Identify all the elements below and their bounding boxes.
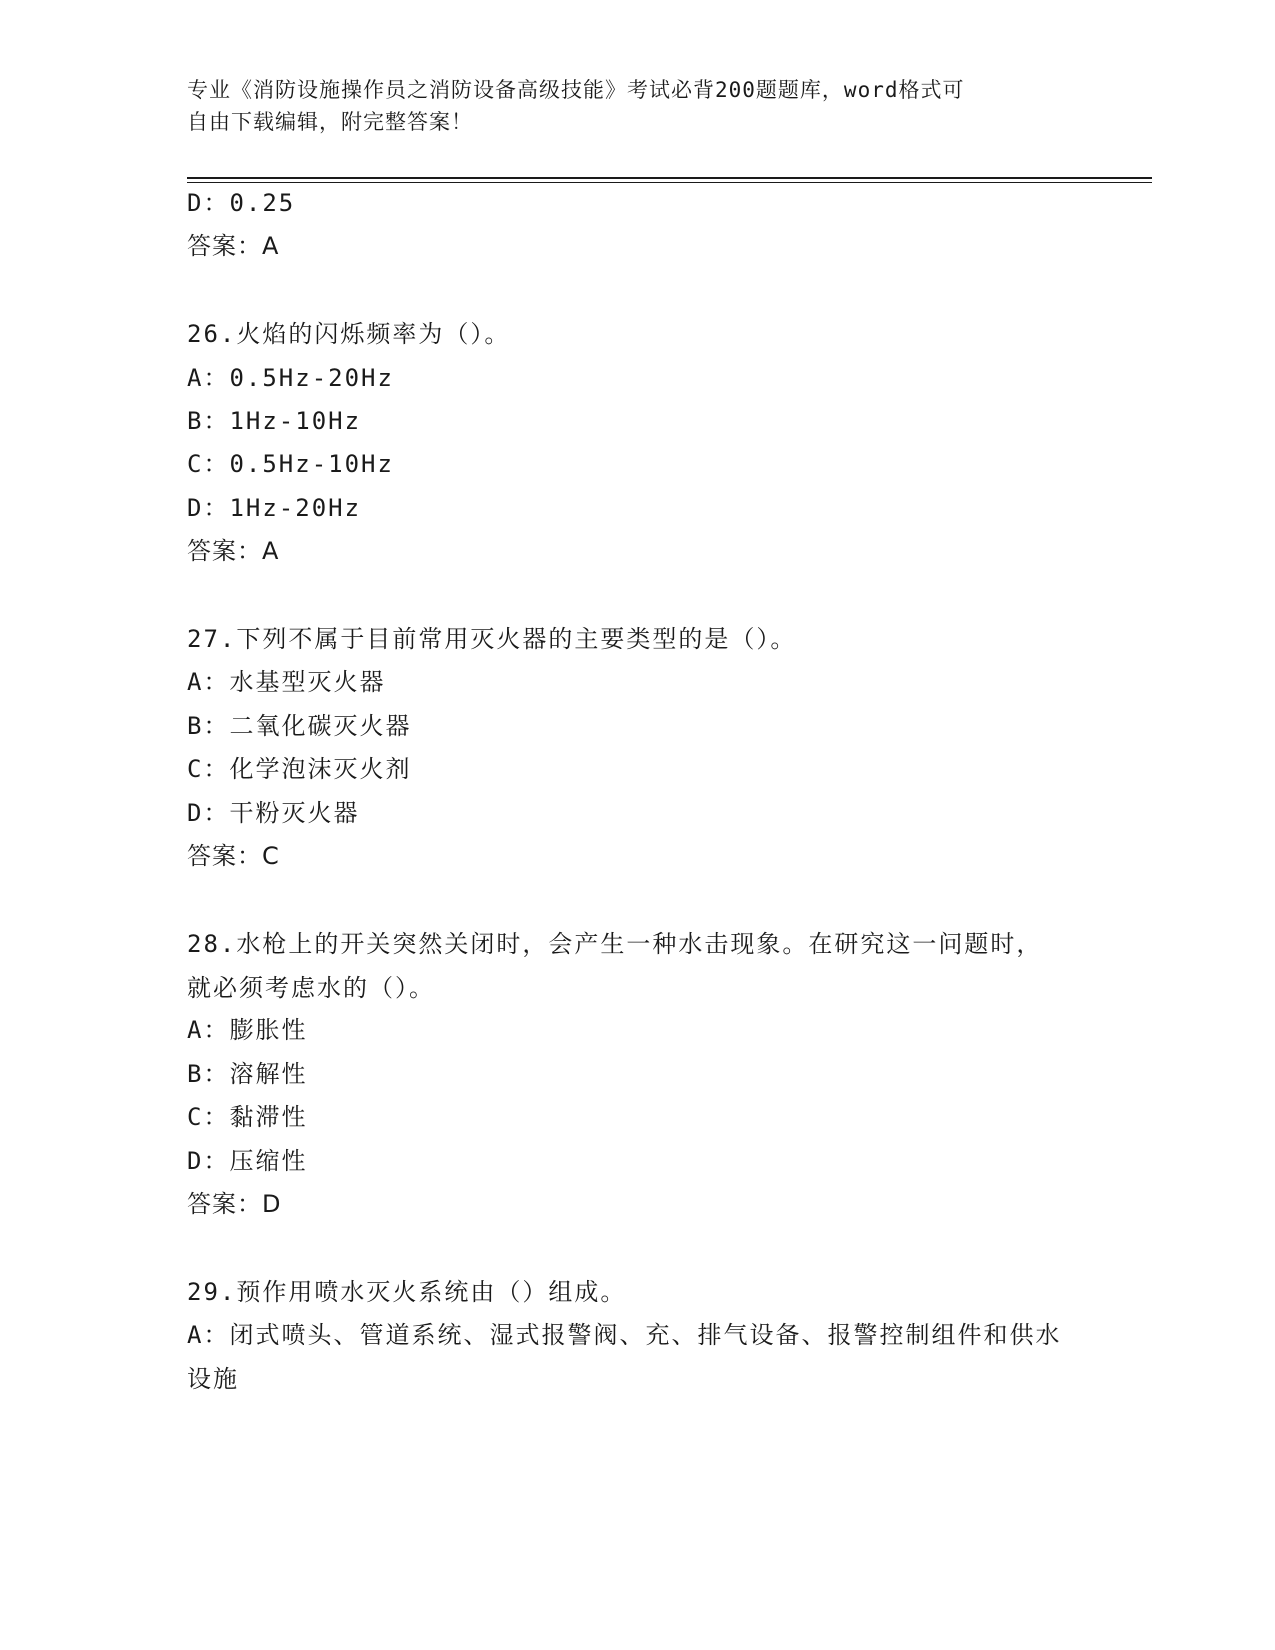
question-28-option-b: B：溶解性 — [187, 1060, 308, 1088]
question-26-option-a: A：0.5Hz-20Hz — [187, 364, 394, 392]
question-27-stem: 27.下列不属于目前常用灭火器的主要类型的是（）。 — [187, 625, 797, 653]
question-27-option-a: A：水基型灭火器 — [187, 668, 386, 696]
question-27-answer: 答案：C — [187, 842, 280, 870]
question-26-answer: 答案：A — [187, 537, 280, 565]
page-header — [187, 74, 1087, 138]
question-29-stem: 29.预作用喷水灭火系统由（）组成。 — [187, 1278, 627, 1306]
answer: 答案：A — [187, 232, 280, 260]
question-29-option-a: A：闭式喷头、管道系统、湿式报警阀、充、排气设备、报警控制组件和供水设施 — [187, 1321, 1062, 1393]
question-27-option-d: D：干粉灭火器 — [187, 799, 360, 827]
question-27-option-c: C：化学泡沫灭火剂 — [187, 755, 412, 783]
header-divider — [187, 177, 1152, 179]
header-line-2: 自由下载编辑，附完整答案！ — [187, 110, 473, 134]
question-26-option-b: B：1Hz-10Hz — [187, 407, 362, 435]
question-28-stem: 28.水枪上的开关突然关闭时，会产生一种水击现象。在研究这一问题时，就必须考虑水的（）。 — [187, 930, 1043, 1002]
question-28-answer: 答案：D — [187, 1190, 282, 1218]
question-26-option-c: C：0.5Hz-10Hz — [187, 450, 394, 478]
option-d: D：0.25 — [187, 189, 296, 217]
header-divider-thin — [187, 182, 1152, 183]
header-line-1: 专业《消防设施操作员之消防设备高级技能》考试必背200题题库，word格式可 — [187, 78, 965, 102]
question-28-option-a: A：膨胀性 — [187, 1016, 308, 1044]
question-26-option-d: D：1Hz-20Hz — [187, 494, 362, 522]
question-27-option-b: B：二氧化碳灭火器 — [187, 712, 412, 740]
question-28-option-c: C：黏滞性 — [187, 1103, 308, 1131]
question-28-option-d: D：压缩性 — [187, 1147, 308, 1175]
question-26-stem: 26.火焰的闪烁频率为（）。 — [187, 320, 511, 348]
